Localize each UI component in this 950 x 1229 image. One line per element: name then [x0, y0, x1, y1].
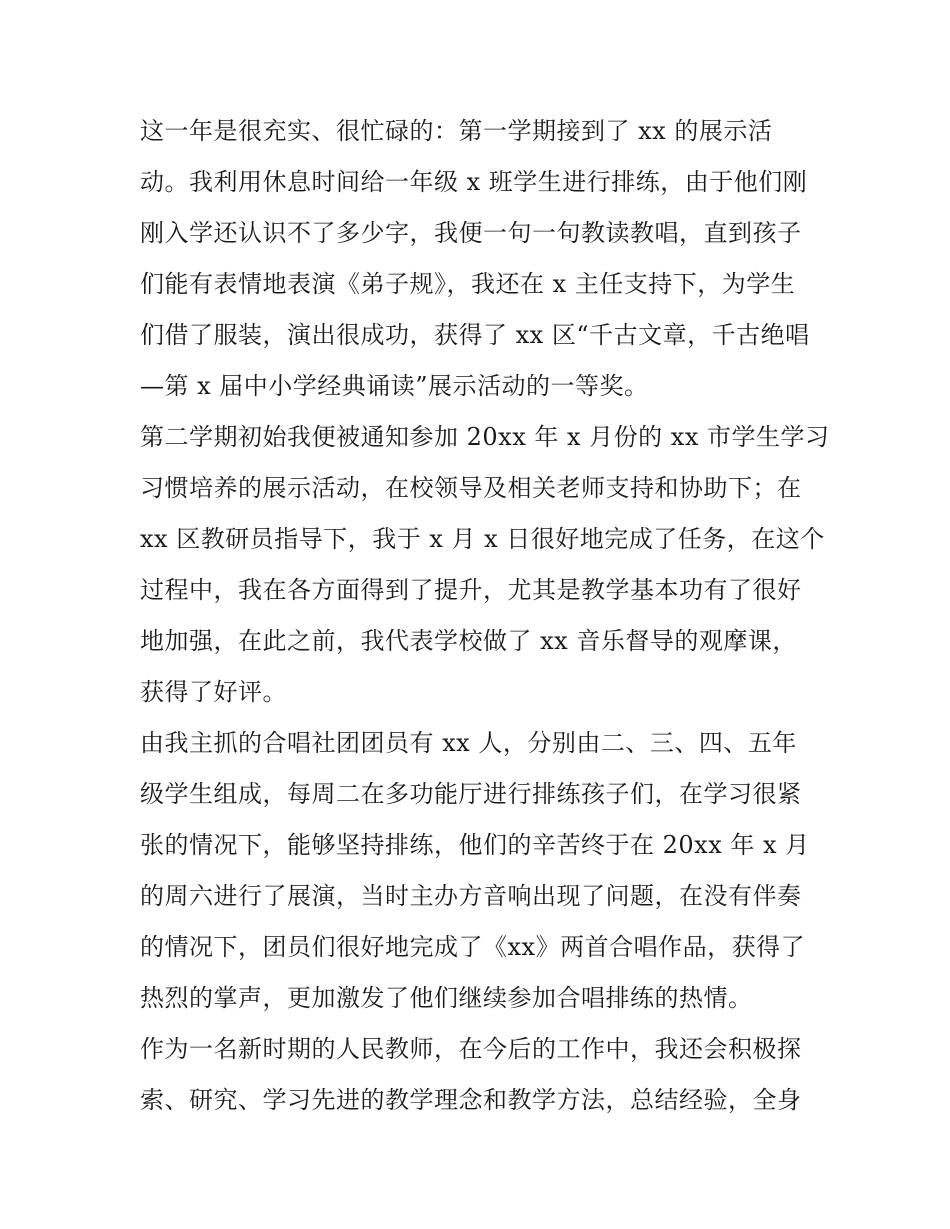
text-line: —第 x 届中小学经典诵读”展示活动的一等奖。 [140, 372, 649, 400]
text-line: 这一年是很充实、很忙碌的：第一学期接到了 xx 的展示活 [140, 117, 773, 145]
text-line: 第二学期初始我便被通知参加 20xx 年 x 月份的 xx 市学生学习 [140, 423, 830, 451]
text-line: 刚入学还认识不了多少字，我便一句一句教读教唱，直到孩子 [140, 219, 802, 247]
text-line: xx 区教研员指导下，我于 x 月 x 日很好地完成了任务，在这个 [140, 525, 825, 553]
text-line: 级学生组成，每周二在多功能厅进行排练孩子们，在学习很紧 [140, 780, 802, 808]
text-line: 由我主抓的合唱社团团员有 xx 人，分别由二、三、四、五年 [140, 729, 797, 757]
text-line: 动。我利用休息时间给一年级 x 班学生进行排练，由于他们刚 [140, 168, 808, 196]
text-line: 的情况下，团员们很好地完成了《xx》两首合唱作品，获得了 [140, 933, 806, 961]
text-line: 张的情况下，能够坚持排练，他们的辛苦终于在 20xx 年 x 月 [140, 831, 810, 859]
text-line: 热烈的掌声，更加激发了他们继续参加合唱排练的热情。 [140, 984, 753, 1012]
document-body [140, 108, 830, 1128]
text-line: 的周六进行了展演，当时主办方音响出现了问题，在没有伴奏 [140, 882, 802, 910]
text-line: 获得了好评。 [140, 678, 287, 706]
text-line: 习惯培养的展示活动，在校领导及相关老师支持和协助下；在 [140, 474, 802, 502]
text-line: 作为一名新时期的人民教师，在今后的工作中，我还会积极探 [140, 1035, 802, 1063]
text-line: 们借了服装，演出很成功，获得了 xx 区“千古文章，千古绝唱 [140, 321, 810, 349]
text-line: 索、研究、学习先进的教学理念和教学方法，总结经验，全身 [140, 1086, 802, 1114]
text-line: 地加强，在此之前，我代表学校做了 xx 音乐督导的观摩课， [140, 627, 797, 655]
text-line: 们能有表情地表演《弟子规》，我还在 x 主任支持下，为学生 [140, 270, 796, 298]
text-line: 过程中，我在各方面得到了提升，尤其是教学基本功有了很好 [140, 576, 802, 604]
